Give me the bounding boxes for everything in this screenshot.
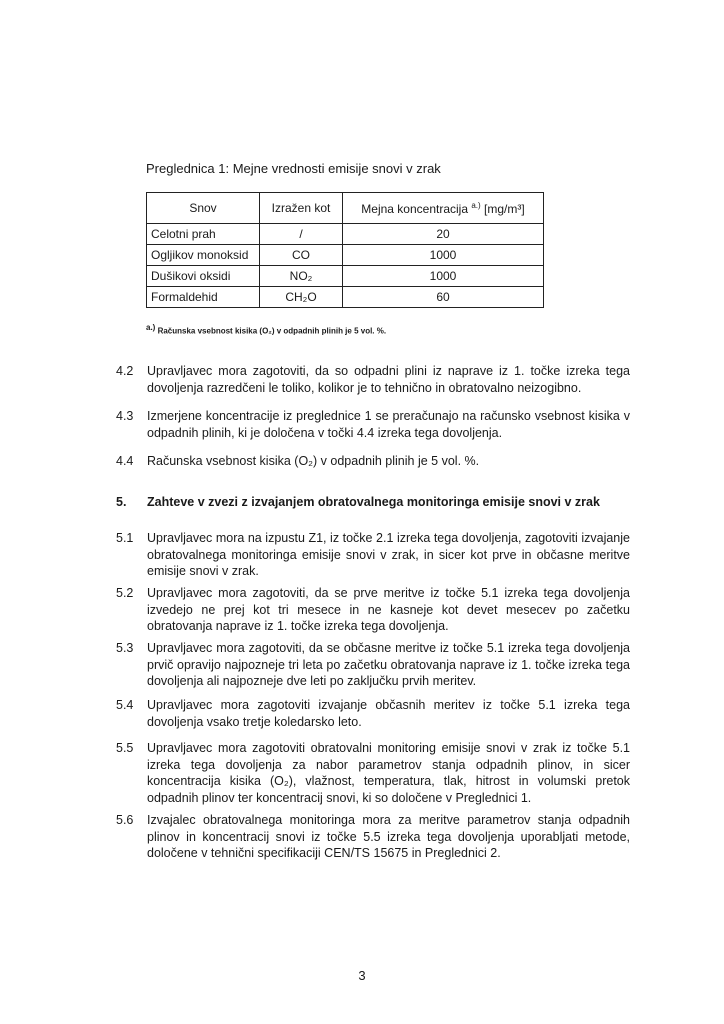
list-item [116, 530, 630, 580]
section-heading [116, 495, 600, 509]
table-cell: Ogljikov monoksid [147, 245, 260, 266]
table-cell: / [260, 224, 343, 245]
list-item [116, 453, 630, 470]
item-number: 5.2 [116, 586, 134, 600]
item-text: Izmerjene koncentracije iz preglednice 1 se preračunajo na računsko vsebnost kisika v odpadnih plinih, ki je določena v točki 4.4 izreka tega dovoljenja. [147, 409, 630, 440]
footnote-mark: a.) [146, 323, 156, 332]
item-text: Upravljavec mora na izpustu Z1, iz točke 2.1 izreka tega dovoljenja, zagotoviti izvajanje obratovalnega monitoringa emisije snovi v zrak, in sicer kot prve in občasne meritve emisije snovi v zrak. [147, 531, 630, 578]
list-item [116, 640, 630, 690]
item-number: 5.3 [116, 641, 134, 655]
list-item [116, 408, 630, 441]
header-unit: [mg/m³] [484, 201, 525, 216]
item-text: Upravljavec mora zagotoviti obratovalni monitoring emisije snovi v zrak iz točke 5.1 izreka tega dovoljenja za nabor parametrov stanja odpadnih plinov, in sicer koncentracija kisika (O₂), vlažnost, temperatura, tlak, hitrost in volumski pretok odpadnih plinov ter koncentracij snovi, ki so določene v Preglednici 1. [147, 741, 630, 805]
item-text: Upravljavec mora zagotoviti, da se občasne meritve iz točke 5.1 izreka tega dovoljenja prvič opravijo najpozneje tri leta po začetku obratovanja naprave iz 1. točke izreka tega dovoljenja ali najpozneje dve leti po zaključku prvih meritev. [147, 641, 630, 688]
item-text: Izvajalec obratovalnega monitoringa mora za meritve parametrov stanja odpadnih plinov in koncentracij snovi iz točke 5.5 izreka tega dovoljenja uporabljati metode, določene v tehnični specifikaciji CEN/TS 15675 in Preglednici 2. [147, 813, 630, 860]
header-limit-concentration [343, 193, 544, 224]
item-number: 4.3 [116, 409, 134, 423]
table-cell: 1000 [343, 266, 544, 287]
item-number: 4.4 [116, 454, 134, 468]
emission-limits-table [146, 192, 544, 308]
list-item [116, 812, 630, 862]
item-number: 5.1 [116, 531, 134, 545]
page-number: 3 [358, 968, 366, 983]
table-cell: Dušikovi oksidi [147, 266, 260, 287]
list-item [116, 697, 630, 730]
table-cell: CH₂O [260, 287, 343, 308]
section-number: 5. [116, 495, 127, 509]
table-cell: NO₂ [260, 266, 343, 287]
item-text: Upravljavec mora zagotoviti, da se prve meritve iz točke 5.1 izreka tega dovoljenja izvedejo ne prej kot tri mesece in ne kasneje kot devet mesecev po začetku obratovanja naprave iz 1. točke izreka tega dovoljenja. [147, 586, 630, 633]
item-text: Upravljavec mora zagotoviti izvajanje občasnih meritev iz točke 5.1 izreka tega dovoljenja vsako tretje koledarsko leto. [147, 698, 630, 729]
table-row [147, 245, 544, 266]
table-cell: Formaldehid [147, 287, 260, 308]
list-item [116, 740, 630, 806]
table-cell: 60 [343, 287, 544, 308]
table-cell: Celotni prah [147, 224, 260, 245]
table-cell: CO [260, 245, 343, 266]
item-number: 5.4 [116, 698, 134, 712]
header-expressed-as: Izražen kot [260, 193, 343, 224]
table-cell: 1000 [343, 245, 544, 266]
list-item [116, 363, 630, 396]
item-number: 5.5 [116, 741, 134, 755]
header-limit-label: Mejna koncentracija [361, 201, 469, 216]
item-number: 5.6 [116, 813, 134, 827]
table-row [147, 287, 544, 308]
item-text: Upravljavec mora zagotoviti, da so odpadni plini iz naprave iz 1. točke izreka tega dovoljenja razredčeni le toliko, kolikor je to tehnično in obratovalno neizogibno. [147, 364, 630, 395]
header-substance: Snov [147, 193, 260, 224]
footnote-text: Računska vsebnost kisika (O₂) v odpadnih plinih je 5 vol. %. [157, 326, 387, 336]
table-header-row [147, 193, 544, 224]
header-footnote-mark: a.) [471, 200, 481, 210]
table-caption: Preglednica 1: Mejne vrednosti emisije snovi v zrak [146, 161, 441, 176]
item-number: 4.2 [116, 364, 134, 378]
table-row [147, 224, 544, 245]
table-row [147, 266, 544, 287]
table-cell: 20 [343, 224, 544, 245]
section-title: Zahteve v zvezi z izvajanjem obratovalnega monitoringa emisije snovi v zrak [147, 495, 600, 509]
list-item [116, 585, 630, 635]
item-text: Računska vsebnost kisika (O₂) v odpadnih plinih je 5 vol. %. [147, 454, 480, 468]
table-footnote [146, 323, 386, 336]
